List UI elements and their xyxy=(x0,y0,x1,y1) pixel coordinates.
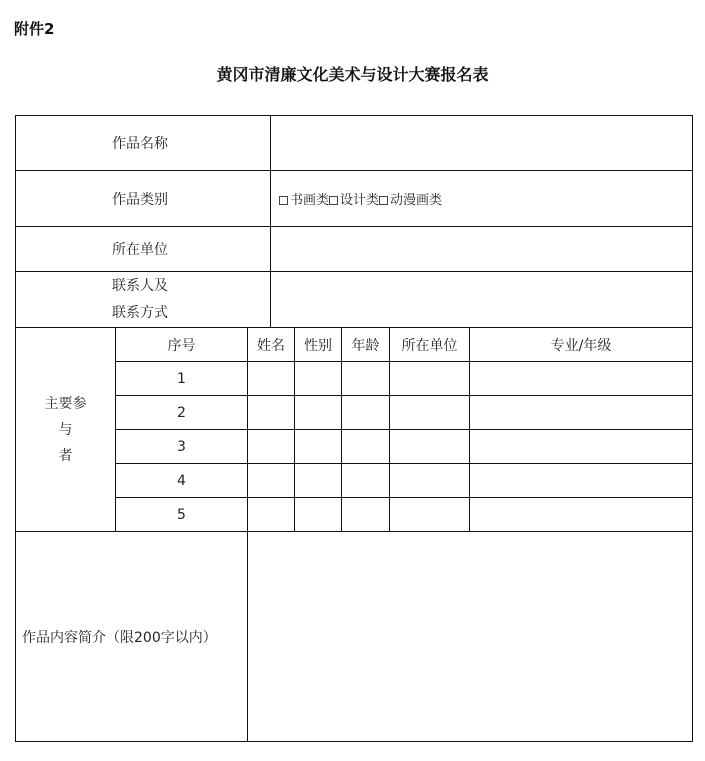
participant-name-cell[interactable] xyxy=(248,396,295,430)
participant-name-cell[interactable] xyxy=(248,464,295,498)
participant-name-cell[interactable] xyxy=(248,362,295,396)
option-animation-label: 动漫画类 xyxy=(390,193,443,208)
participant-major-cell[interactable] xyxy=(470,396,693,430)
participant-serial: 5 xyxy=(116,498,248,532)
header-age: 年龄 xyxy=(342,328,390,362)
header-name: 姓名 xyxy=(248,328,295,362)
intro-field[interactable] xyxy=(248,532,693,742)
participant-unit-cell[interactable] xyxy=(390,498,470,532)
participant-unit-cell[interactable] xyxy=(390,396,470,430)
header-unit: 所在单位 xyxy=(390,328,470,362)
participant-serial: 1 xyxy=(116,362,248,396)
checkbox-animation[interactable] xyxy=(379,196,388,205)
checkbox-calligraphy[interactable] xyxy=(279,196,288,205)
participant-serial: 2 xyxy=(116,396,248,430)
registration-table xyxy=(15,115,693,742)
intro-label: 作品内容简介（限200字以内） xyxy=(16,532,248,742)
header-gender: 性别 xyxy=(295,328,342,362)
participant-age-cell[interactable] xyxy=(342,464,390,498)
contact-label-line2: 联系方式 xyxy=(112,304,168,321)
participant-gender-cell[interactable] xyxy=(295,464,342,498)
participant-serial: 3 xyxy=(116,430,248,464)
unit-label: 所在单位 xyxy=(16,227,271,272)
participants-label-line1: 主要参 xyxy=(44,395,87,412)
participant-major-cell[interactable] xyxy=(470,498,693,532)
contact-field[interactable] xyxy=(271,272,693,328)
form-title: 黄冈市清廉文化美术与设计大赛报名表 xyxy=(216,65,489,84)
participant-unit-cell[interactable] xyxy=(390,430,470,464)
contact-label xyxy=(16,272,271,328)
participant-age-cell[interactable] xyxy=(342,498,390,532)
participants-label xyxy=(16,328,116,532)
participants-label-line2: 与 xyxy=(58,421,73,438)
participant-name-cell[interactable] xyxy=(248,498,295,532)
header-serial: 序号 xyxy=(116,328,248,362)
participant-gender-cell[interactable] xyxy=(295,362,342,396)
participant-gender-cell[interactable] xyxy=(295,430,342,464)
contact-label-line1: 联系人及 xyxy=(112,277,168,294)
participant-age-cell[interactable] xyxy=(342,396,390,430)
participant-unit-cell[interactable] xyxy=(390,464,470,498)
participant-age-cell[interactable] xyxy=(342,430,390,464)
option-design-label: 设计类 xyxy=(340,193,380,208)
participant-gender-cell[interactable] xyxy=(295,498,342,532)
category-label: 作品类别 xyxy=(16,171,271,227)
work-name-label: 作品名称 xyxy=(16,116,271,171)
attachment-label: 附件2 xyxy=(14,20,55,38)
category-options xyxy=(271,171,693,227)
participant-serial: 4 xyxy=(116,464,248,498)
header-major-grade: 专业/年级 xyxy=(470,328,693,362)
participant-age-cell[interactable] xyxy=(342,362,390,396)
participants-label-line3: 者 xyxy=(58,447,73,464)
participant-major-cell[interactable] xyxy=(470,464,693,498)
unit-field[interactable] xyxy=(271,227,693,272)
participant-unit-cell[interactable] xyxy=(390,362,470,396)
participant-name-cell[interactable] xyxy=(248,430,295,464)
participant-major-cell[interactable] xyxy=(470,362,693,396)
participant-gender-cell[interactable] xyxy=(295,396,342,430)
checkbox-design[interactable] xyxy=(329,196,338,205)
participant-major-cell[interactable] xyxy=(470,430,693,464)
work-name-field[interactable] xyxy=(271,116,693,171)
option-calligraphy-label: 书画类 xyxy=(290,193,330,208)
